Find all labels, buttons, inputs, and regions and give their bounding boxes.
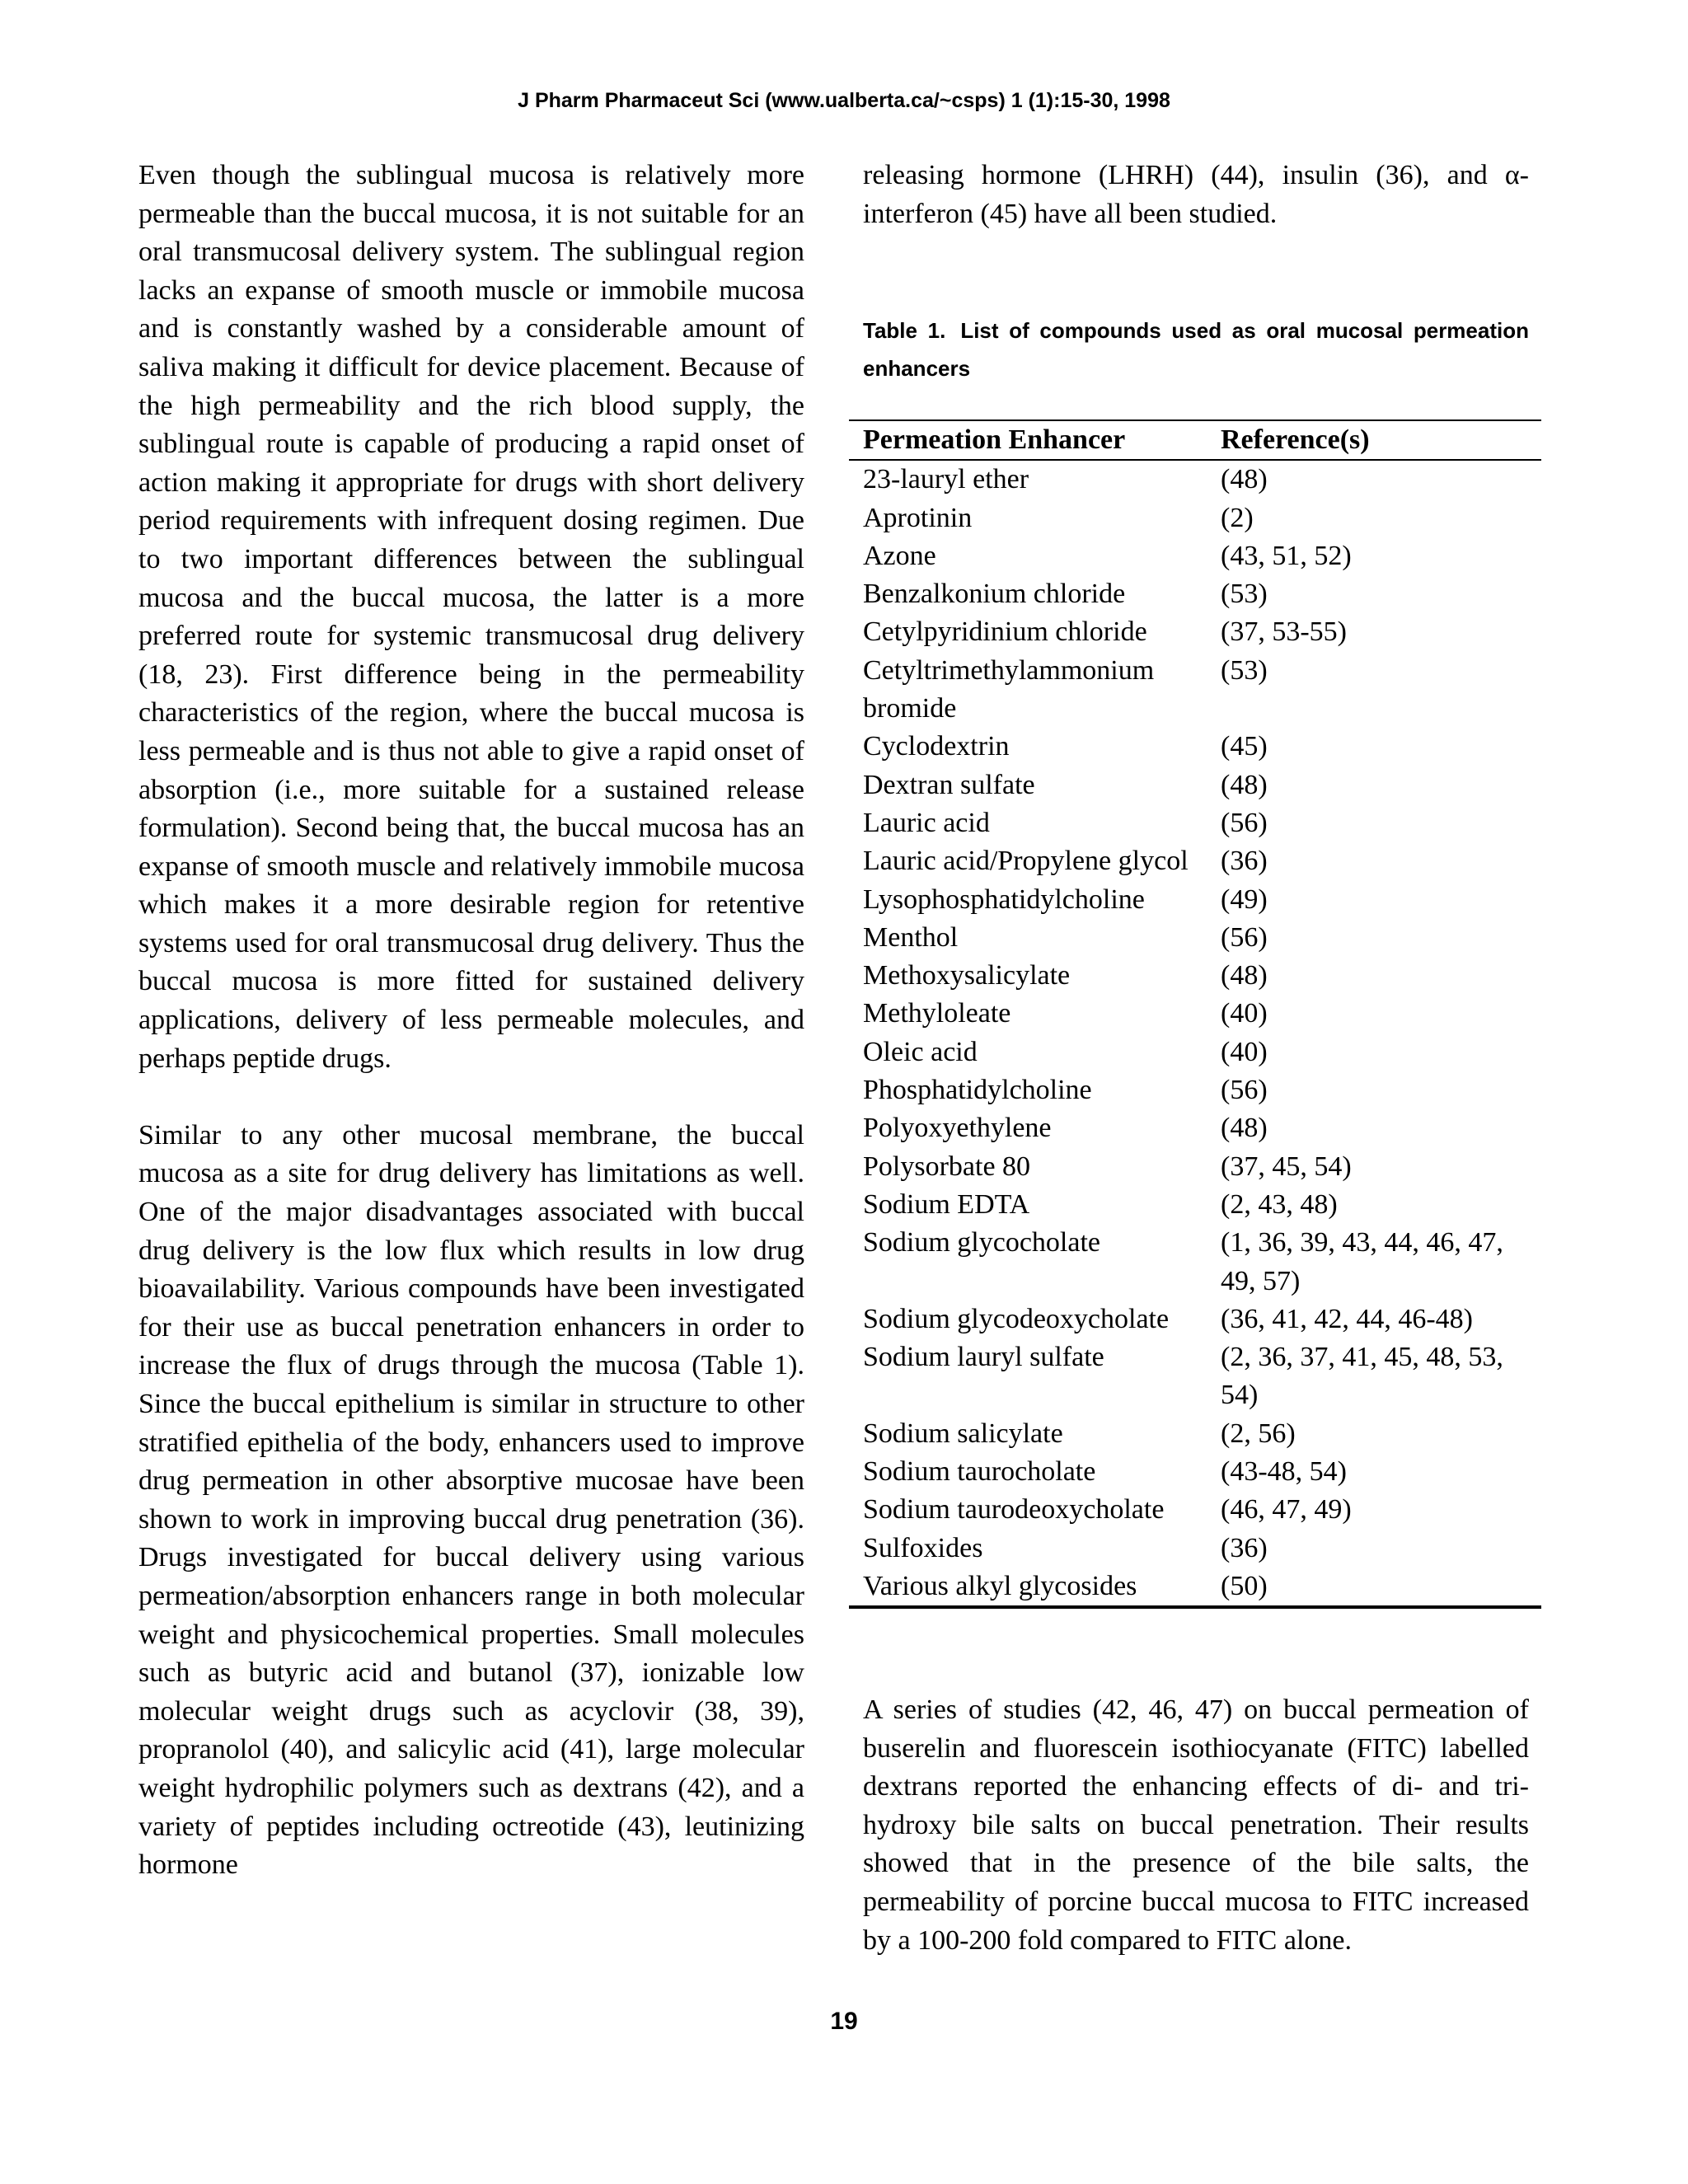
table-row xyxy=(849,1491,1541,1529)
enhancer-cell: 23-lauryl ether xyxy=(863,464,1029,495)
table-caption-label: Table 1. xyxy=(863,318,946,343)
reference-cell: (56) xyxy=(1221,921,1268,953)
table-row xyxy=(849,1415,1541,1453)
reference-cell: (1, 36, 39, 43, 44, 46, 47, 49, 57) xyxy=(1221,1227,1503,1296)
enhancer-cell: Polysorbate 80 xyxy=(863,1151,1031,1182)
enhancer-cell: Lysophosphatidylcholine xyxy=(863,883,1145,915)
reference-cell: (36, 41, 42, 44, 46-48) xyxy=(1221,1303,1473,1334)
reference-cell: (37, 53-55) xyxy=(1221,616,1347,648)
right-after-table-paragraph: A series of studies (42, 46, 47) on buccal permeation of buserelin and fluorescein isothiocyanate (FITC) labelled dextrans reported the enhancing effects of di- and tri-hydroxy bile salts on buccal penetration. Their results showed that in the presence of the bile salts, the permeability of porcine buccal mucosa to FITC increased by a 100-200 fold compared to FITC alone. xyxy=(863,1694,1529,1956)
table-row xyxy=(849,460,1541,499)
table-row xyxy=(849,613,1541,651)
page-number: 19 xyxy=(830,2008,858,2035)
reference-cell: (50) xyxy=(1221,1570,1268,1601)
right-column xyxy=(863,157,1529,233)
column-header-references: Reference(s) xyxy=(1221,421,1541,460)
reference-cell: (43-48, 54) xyxy=(1221,1456,1347,1488)
reference-cell: (56) xyxy=(1221,1075,1268,1106)
enhancer-cell: Sodium lauryl sulfate xyxy=(863,1342,1104,1373)
table-row xyxy=(849,1186,1541,1224)
table-row xyxy=(849,881,1541,919)
enhancer-cell: Sodium EDTA xyxy=(863,1188,1030,1220)
table-row xyxy=(849,499,1541,537)
right-continuation-paragraph: releasing hormone (LHRH) (44), insulin (36), and α-interferon (45) have all been studied. xyxy=(863,160,1529,229)
table-row xyxy=(849,1033,1541,1071)
table-row xyxy=(849,1568,1541,1605)
table-row xyxy=(849,1224,1541,1301)
table-caption xyxy=(863,312,1529,387)
reference-cell: (45) xyxy=(1221,731,1268,762)
reference-cell: (46, 47, 49) xyxy=(1221,1494,1352,1526)
enhancer-cell: Azone xyxy=(863,540,936,571)
table-row xyxy=(849,1148,1541,1186)
left-paragraph-1: Even though the sublingual mucosa is relatively more permeable than the buccal mucosa, it is not suitable for an oral transmucosal delivery system. The sublingual region lacks an expanse of smooth muscle or immobile mucosa and is constantly washed by a considerable amount of saliva making it difficult for device placement. Because of the high permeability and the rich blood supply, the sublingual route is capable of producing a rapid onset of action making it appropriate for drugs with short delivery period requirements with infrequent dosing regimen. Due to two important differences between the sublingual mucosa and the buccal mucosa, the latter is a more preferred route for systemic transmucosal drug delivery (18, 23). First difference being in the permeability characteristics of the region, where the buccal mucosa is less permeable and is thus not able to give a rapid onset of absorption (i.e., more suitable for a sustained release formulation). Second being that, the buccal mucosa has an expanse of smooth muscle and relatively immobile mucosa which makes it a more desirable region for retentive systems used for oral transmucosal drug delivery. Thus the buccal mucosa is more fitted for sustained delivery applications, delivery of less permeable molecules, and perhaps peptide drugs. xyxy=(138,160,804,1074)
table-row xyxy=(849,919,1541,957)
reference-cell: (37, 45, 54) xyxy=(1221,1151,1352,1182)
enhancer-cell: Benzalkonium chloride xyxy=(863,579,1126,610)
table-row xyxy=(849,1109,1541,1147)
table-row xyxy=(849,537,1541,575)
table-row xyxy=(849,1453,1541,1491)
enhancer-cell: Sodium glycocholate xyxy=(863,1227,1101,1258)
reference-cell: (49) xyxy=(1221,883,1268,915)
enhancer-cell: Cetylpyridinium chloride xyxy=(863,616,1147,648)
left-column xyxy=(138,157,804,1885)
table-row xyxy=(849,652,1541,729)
reference-cell: (40) xyxy=(1221,1036,1268,1067)
reference-cell: (36) xyxy=(1221,1532,1268,1563)
enhancer-cell: Dextran sulfate xyxy=(863,769,1035,800)
enhancer-cell: Sodium taurodeoxycholate xyxy=(863,1494,1165,1526)
enhancer-cell: Sodium salicylate xyxy=(863,1418,1063,1449)
enhancer-cell: Various alkyl glycosides xyxy=(863,1570,1137,1601)
reference-cell: (43, 51, 52) xyxy=(1221,540,1352,571)
enhancer-cell: Sodium glycodeoxycholate xyxy=(863,1303,1170,1334)
enhancer-cell: Cetyltrimethylammonium bromide xyxy=(863,654,1155,724)
enhancer-cell: Oleic acid xyxy=(863,1036,978,1067)
table-row xyxy=(849,1338,1541,1415)
reference-cell: (2, 43, 48) xyxy=(1221,1188,1338,1220)
reference-cell: (48) xyxy=(1221,1113,1268,1144)
reference-cell: (48) xyxy=(1221,769,1268,800)
reference-cell: (53) xyxy=(1221,654,1268,686)
reference-cell: (40) xyxy=(1221,998,1268,1029)
enhancer-cell: Polyoxyethylene xyxy=(863,1113,1052,1144)
enhancer-cell: Aprotinin xyxy=(863,502,973,533)
table-row xyxy=(849,957,1541,995)
enhancer-cell: Methoxysalicylate xyxy=(863,960,1071,991)
table-row xyxy=(849,728,1541,766)
table-header-row xyxy=(849,421,1541,460)
reference-cell: (53) xyxy=(1221,579,1268,610)
reference-cell: (48) xyxy=(1221,960,1268,991)
reference-cell: (36) xyxy=(1221,846,1268,877)
enhancer-cell: Lauric acid/Propylene glycol xyxy=(863,846,1189,877)
reference-cell: (56) xyxy=(1221,807,1268,838)
enhancer-table xyxy=(849,419,1541,1609)
enhancer-cell: Phosphatidylcholine xyxy=(863,1075,1092,1106)
table-row xyxy=(849,1301,1541,1338)
reference-cell: (2) xyxy=(1221,502,1254,533)
enhancer-cell: Methyloleate xyxy=(863,998,1011,1029)
table-caption-text: List of compounds used as oral mucosal permeation enhancers xyxy=(863,318,1529,381)
table-row xyxy=(849,1071,1541,1109)
table-row xyxy=(849,1530,1541,1568)
enhancer-cell: Sodium taurocholate xyxy=(863,1456,1096,1488)
running-header: J Pharm Pharmaceut Sci (www.ualberta.ca/~csps) 1 (1):15-30, 1998 xyxy=(518,89,1170,112)
table-row xyxy=(849,766,1541,804)
enhancer-cell: Sulfoxides xyxy=(863,1532,983,1563)
enhancer-cell: Lauric acid xyxy=(863,807,990,838)
column-header-enhancer: Permeation Enhancer xyxy=(849,421,1221,460)
enhancer-cell: Menthol xyxy=(863,921,959,953)
reference-cell: (2, 56) xyxy=(1221,1418,1296,1449)
table-row xyxy=(849,995,1541,1033)
left-paragraph-2: Similar to any other mucosal membrane, the buccal mucosa as a site for drug delivery has limitations as well. One of the major disadvantages associated with buccal drug delivery is the low flux which results in low drug bioavailability. Various compounds have been investigated for their use as buccal penetration enhancers in order to increase the flux of drugs through the mucosa (Table 1). Since the buccal epithelium is similar in structure to other stratified epithelia of the body, enhancers used to improve drug permeation in other absorptive mucosae have been shown to work in improving buccal drug penetration (36). Drugs investigated for buccal delivery using various permeation/absorption enhancers range in both molecular weight and physicochemical properties. Small molecules such as butyric acid and butanol (37), ionizable low molecular weight drugs such as acyclovir (38, 39), propranolol (40), and salicylic acid (41), large molecular weight hydrophilic polymers such as dextrans (42), and a variety of peptides including octreotide (43), leutinizing hormone xyxy=(138,1119,804,1881)
reference-cell: (2, 36, 37, 41, 45, 48, 53, 54) xyxy=(1221,1342,1503,1411)
table-row xyxy=(849,575,1541,613)
reference-cell: (48) xyxy=(1221,464,1268,495)
enhancer-cell: Cyclodextrin xyxy=(863,731,1010,762)
table-row xyxy=(849,842,1541,880)
table-row xyxy=(849,804,1541,842)
